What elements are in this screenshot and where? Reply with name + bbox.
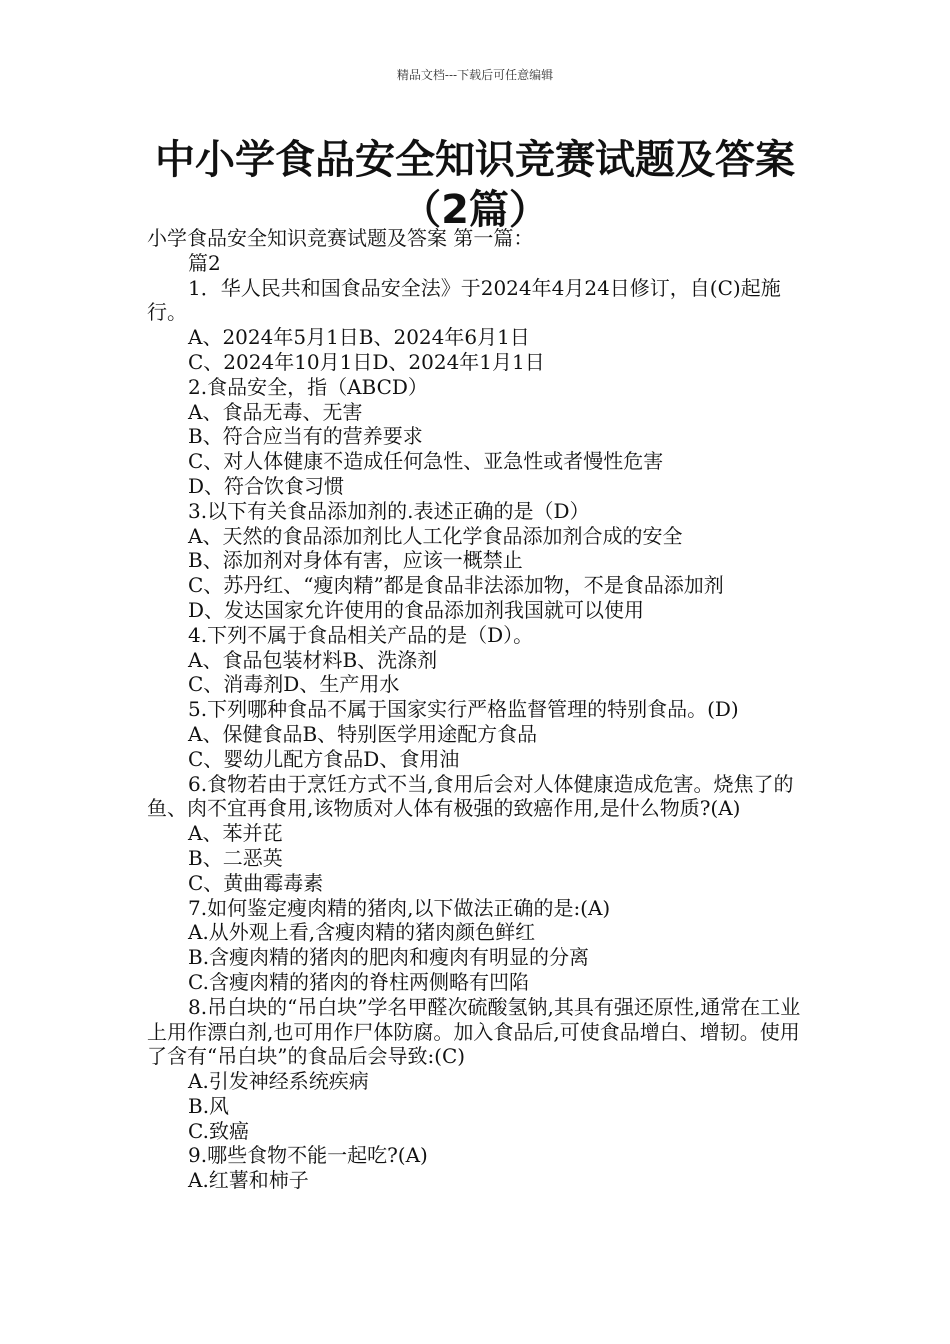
option-line: D、符合饮食习惯 [188, 473, 345, 498]
question-9: 9.哪些食物不能一起吃?(A) [188, 1143, 428, 1168]
option-line: B.含瘦肉精的猪肉的肥肉和瘦肉有明显的分离 [188, 945, 590, 970]
question-5: 5.下列哪种食品不属于国家实行严格监督管理的特别食品。(D) [188, 697, 739, 722]
question-6: 6.食物若由于烹饪方式不当,食用后会对人体健康造成危害。烧焦了的鱼、肉不宜再食用,该物质对人体有极强的致癌作用,是什么物质?(A) [147, 771, 794, 821]
option-line: A、苯并芘 [188, 821, 283, 846]
option-line: A、食品包装材料B、洗涤剂 [188, 647, 438, 672]
option-line: A.引发神经系统疾病 [188, 1069, 369, 1094]
option-line: A、天然的食品添加剂比人工化学食品添加剂合成的安全 [188, 523, 683, 548]
option-line: B.风 [188, 1093, 230, 1118]
question-2: 2.食品安全，指（ABCD） [188, 374, 428, 399]
option-line: C、消毒剂D、生产用水 [188, 672, 400, 697]
question-7: 7.如何鉴定瘦肉精的猪肉,以下做法正确的是:(A) [188, 895, 611, 920]
option-line: A、2024年5月1日B、2024年6月1日 [188, 325, 530, 350]
option-line: C.含瘦肉精的猪肉的脊柱两侧略有凹陷 [188, 969, 529, 994]
option-line: C、婴幼儿配方食品D、食用油 [188, 746, 460, 771]
option-line: C.致癌 [188, 1118, 249, 1143]
option-line: C、2024年10月1日D、2024年1月1日 [188, 349, 545, 374]
question-4: 4.下列不属于食品相关产品的是（D）。 [188, 622, 534, 647]
option-line: D、发达国家允许使用的食品添加剂我国就可以使用 [188, 597, 645, 622]
question-8: 8.吊白块的“吊白块”学名甲醛次硫酸氢钠,其具有强还原性,通常在工业上用作漂白剂,也可用作尸体防腐。加入食品后,可使食品增白、增韧。使用了含有“吊白块”的食品后会导致:(C) [147, 994, 801, 1069]
option-line: B、二恶英 [188, 845, 283, 870]
document-body [147, 226, 809, 1193]
option-line: A.从外观上看,含瘦肉精的猪肉颜色鲜红 [188, 920, 536, 945]
option-line: A、保健食品B、特别医学用途配方食品 [188, 721, 538, 746]
question-1: 1．华人民共和国食品安全法》于2024年4月24日修订，自(C)起施行。 [147, 275, 781, 325]
question-3: 3.以下有关食品添加剂的.表述正确的是（D） [188, 498, 590, 523]
option-line: B、添加剂对身体有害，应该一概禁止 [188, 548, 523, 573]
document-title-line-2: （2篇） [401, 187, 549, 233]
option-line: C、对人体健康不造成任何急性、亚急性或者慢性危害 [188, 449, 664, 474]
header-note: 精品文档---下载后可任意编辑 [396, 68, 554, 82]
option-line: B、符合应当有的营养要求 [188, 424, 423, 449]
document-title-line-1: 中小学食品安全知识竞赛试题及答案 [155, 137, 795, 183]
option-line: A.红薯和柿子 [188, 1168, 309, 1193]
option-line: A、食品无毒、无害 [188, 399, 363, 424]
intro-line: 小学食品安全知识竞赛试题及答案 第一篇： [147, 226, 534, 250]
option-line: C、苏丹红、“瘦肉精”都是食品非法添加物，不是食品添加剂 [188, 573, 724, 598]
option-line: C、黄曲霉毒素 [188, 870, 324, 895]
section-label: 篇2 [188, 250, 221, 275]
